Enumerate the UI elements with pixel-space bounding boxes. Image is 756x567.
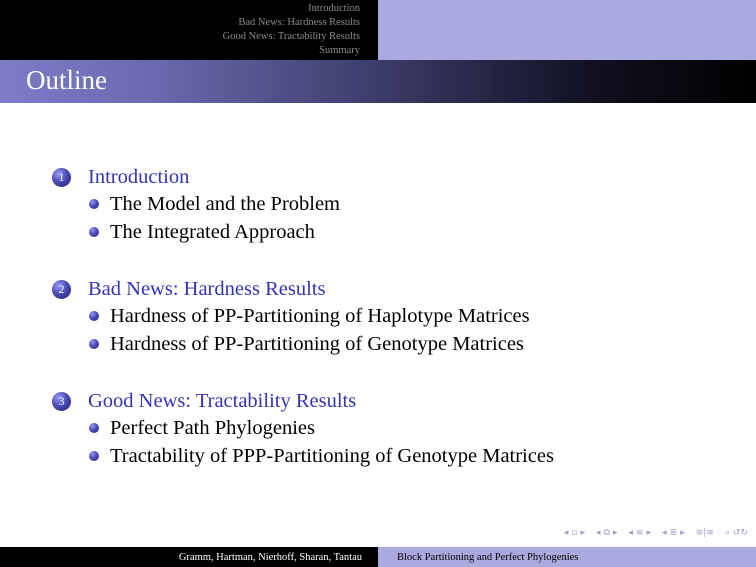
nav-frame-icon[interactable]: ▫ <box>571 528 578 538</box>
nav-subsection-icon[interactable]: ⧉ <box>603 528 610 538</box>
bullet-icon <box>89 339 99 349</box>
nav-prev-frame-icon[interactable]: ◂ <box>563 528 569 538</box>
bullet-icon <box>89 311 99 321</box>
nav-section-summary[interactable]: Summary <box>319 45 360 56</box>
section-label[interactable]: Bad News: Hardness Results <box>88 277 326 300</box>
subsection-item[interactable] <box>89 442 554 470</box>
subsection-label[interactable]: Tractability of PPP-Partitioning of Genotype Matrices <box>110 444 554 467</box>
outline-section-1 <box>52 164 340 246</box>
nav-prev-part-icon[interactable]: ◂ <box>662 528 667 538</box>
section-heading[interactable] <box>52 276 530 302</box>
header-left <box>0 0 378 60</box>
header-bar <box>0 0 756 60</box>
frame-title-bar <box>0 60 756 103</box>
nav-prev-subsection-icon[interactable]: ◂ <box>596 528 601 538</box>
navigation-symbols <box>564 528 748 538</box>
nav-part-icon[interactable]: ≣ <box>669 528 678 538</box>
nav-next-frame-icon[interactable]: ▸ <box>580 528 586 538</box>
subsection-label[interactable]: The Model and the Problem <box>110 192 341 215</box>
footer-talk-title: Block Partitioning and Perfect Phylogenies <box>397 552 579 563</box>
subsection-label[interactable]: Hardness of PP-Partitioning of Genotype Matrices <box>110 332 524 355</box>
nav-section-introduction[interactable]: Introduction <box>308 3 360 14</box>
nav-next-subsection-icon[interactable]: ▸ <box>612 528 618 538</box>
subsection-item[interactable] <box>89 190 340 218</box>
section-number-ball: 3 <box>52 392 71 411</box>
section-number-ball: 2 <box>52 280 71 299</box>
subsection-item[interactable] <box>89 302 530 330</box>
section-heading[interactable] <box>52 388 554 414</box>
nav-section-icon[interactable]: ≡ <box>636 528 644 538</box>
section-heading[interactable] <box>52 164 340 190</box>
footer-left <box>0 547 378 567</box>
section-navigation <box>223 2 360 58</box>
subsection-label[interactable]: Perfect Path Phylogenies <box>110 416 315 439</box>
section-label[interactable]: Good News: Tractability Results <box>88 389 357 412</box>
outline-section-2 <box>52 276 530 358</box>
header-right <box>378 0 756 60</box>
subsection-item[interactable] <box>89 218 340 246</box>
nav-section-good-news[interactable]: Good News: Tractability Results <box>222 31 360 42</box>
section-label[interactable]: Introduction <box>88 165 190 188</box>
nav-back-forward-icon[interactable]: ↺↻ <box>732 528 748 538</box>
bullet-icon <box>89 423 99 433</box>
frame-title: Outline <box>26 65 107 95</box>
nav-document-icon[interactable]: ≡|≡ <box>695 528 714 538</box>
section-number-ball: 1 <box>52 168 71 187</box>
bullet-icon <box>89 227 99 237</box>
subsection-label[interactable]: The Integrated Approach <box>110 220 315 243</box>
footer-bar <box>0 547 756 567</box>
nav-next-section-icon[interactable]: ▸ <box>646 528 652 538</box>
subsection-item[interactable] <box>89 414 554 442</box>
nav-next-part-icon[interactable]: ▸ <box>680 528 685 538</box>
footer-authors: Gramm, Hartman, Nierhoff, Sharan, Tantau <box>178 552 362 563</box>
bullet-icon <box>89 451 99 461</box>
outline-section-3 <box>52 388 554 470</box>
bullet-icon <box>89 199 99 209</box>
footer-right <box>378 547 756 567</box>
nav-prev-section-icon[interactable]: ◂ <box>628 528 634 538</box>
nav-search-icon[interactable]: ⌕ <box>724 528 730 538</box>
subsection-label[interactable]: Hardness of PP-Partitioning of Haplotype Matrices <box>110 304 530 327</box>
nav-section-bad-news[interactable]: Bad News: Hardness Results <box>238 17 360 28</box>
subsection-item[interactable] <box>89 330 530 358</box>
